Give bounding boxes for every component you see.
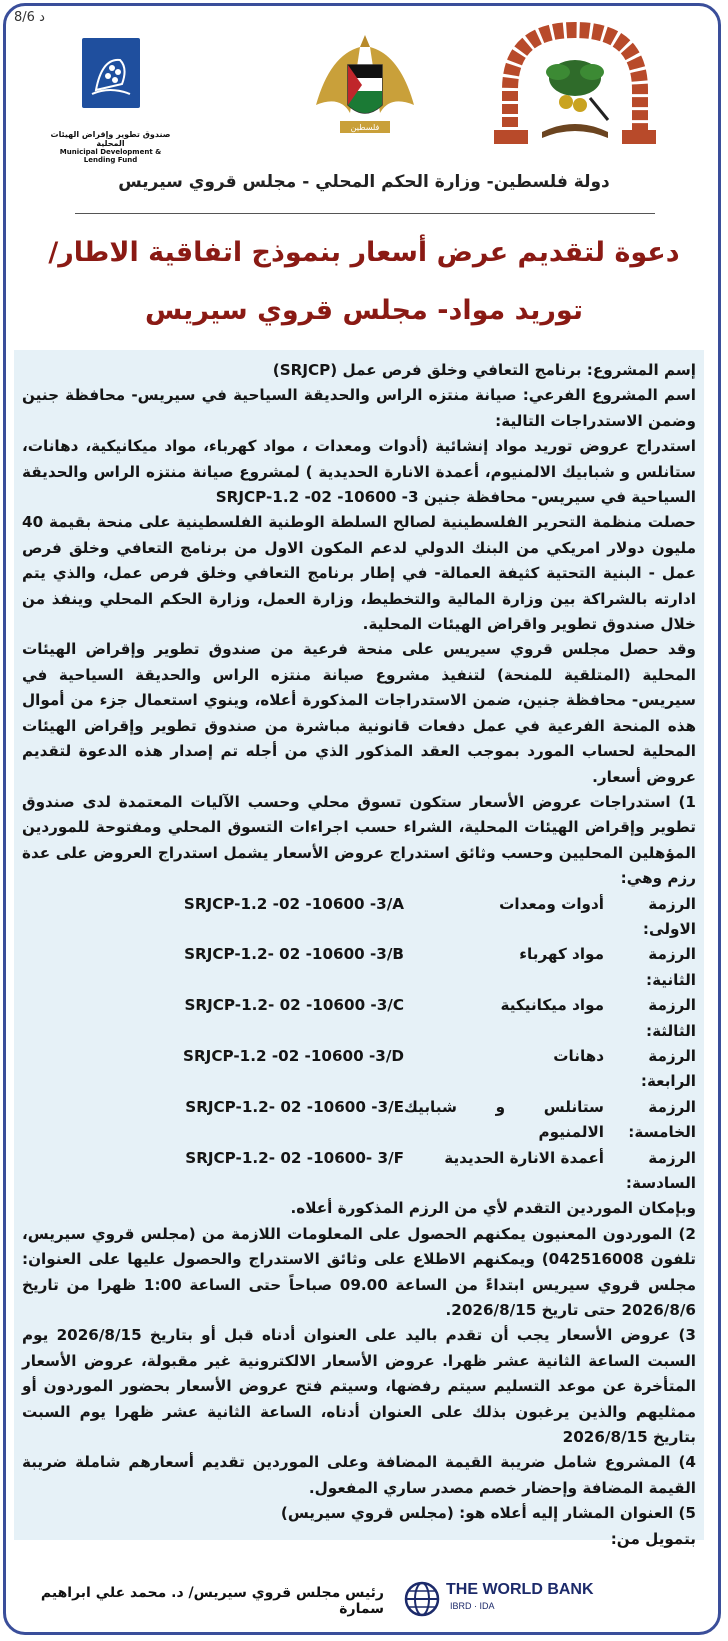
package-label: الرزمة السادسة: [625,1148,696,1192]
footer [0,1575,728,1625]
package-row [22,1146,696,1197]
world-bank-logo [404,1579,594,1623]
package-name: ستانلس و شبابيك الالمنيوم [404,1097,604,1142]
package-code: SRJCP-1.2- 02 -10600 -3/C [184,996,404,1015]
package-code: SRJCP-1.2- 02 -10600 -3/E [185,1097,404,1116]
procurement-scope: استدراج عروض توريد مواد إنشائية (أدوات ومعدات ، مواد كهرباء، مواد ميكانيكية، دهانات، ستانلس و شبابيك الالمنيوم، أعمدة الانارة الحديدية ) لمشروع صيانة منتزه الراس والحديقة السياحية في سيريس- محافظة جنين 3- 10600- 02- SRJCP-1.2 [22,437,696,507]
package-code: SRJCP-1.2- 02 -10600- 3/F [185,1148,404,1167]
package-label: الرزمة الاولى: [642,894,696,938]
package-label: الرزمة الثالثة: [646,996,696,1040]
package-label: الرزمة الثانية: [646,945,696,989]
world-bank-name: THE WORLD BANK [446,1581,594,1598]
package-label: الرزمة الخامسة: [628,1097,696,1142]
clause-3: 3) عروض الأسعار يجب أن تقدم باليد على العنوان أدناه قبل أو بتاريخ 2026/8/15 يوم السبت الساعة الثانية عشر ظهرا. عروض الأسعار الالكترونية غير مقبولة، عروض الأسعار المتأخرة عن موعد التسليم سيتم رفضها، وسيتم فتح عروض الأسعار بحضور الموردون أو ممثليهم والذين يرغبون بذلك على العنوان أدناه، الساعة الثانية عشر ظهرا يوم السبت بتاريخ 2026/8/15 [22,1326,696,1447]
palestine-eagle-emblem-icon [310,25,420,145]
any-package-note: وبإمكان الموردين التقدم لأي من الرزم المذكورة أعلاه. [290,1199,696,1218]
package-code: SRJCP-1.2 -02 -10600 -3/A [183,894,404,913]
clause-5: 5) العنوان المشار إليه أعلاه هو: (مجلس قروي سيريس) [280,1504,696,1523]
issuer-line: دولة فلسطين- وزارة الحكم المحلي - مجلس قروي سيريس [118,172,610,192]
clause-4: 4) المشروع شامل ضريبة القيمة المضافة وعلى الموردين تقديم أسعارهم شاملة ضريبة القيمة المضافة وإحضار خصم مصدر ساري المفعول. [22,1453,696,1497]
clause-1: 1) استدراجات عروض الأسعار ستكون تسوق محلي وحسب الآليات المعتمدة لدى صندوق تطوير وإقراض الهيئات المحلية، الشراء حسب اجراءات التسوق المحلي ومفتوحة للموردين المؤهلين المحليين وحسب وثائق استدراج عروض الأسعار يشمل استدراج العروض على عدة رزم وهي: [22,792,696,888]
package-name: أعمدة الانارة الحديدية [444,1148,604,1167]
grant-background: حصلت منظمة التحرير الفلسطينية لصالح السلطة الوطنية الفلسطينية على منحة بقيمة 40 مليون دولار امريكي من البنك الدولي لدعم المكون الاول من برنامج التعافي وخلق فرص عمل - البنية التحتية كثيفة العمالة- في إطار برنامج التعافي وخلق فرص عمل، والذي يتم ادارته بالشراكة بين وزارة المالية والتخطيط، وزارة العمل، وزارة الحكم المحلي وينفذ من خلال صندوق تطوير واقراض الهيئات المحلية. [22,513,696,634]
subproject-name: اسم المشروع الفرعي: صيانة منتزه الراس والحديقة السياحية في سيريس- محافظة جنين وضمن الاستدراجات التالية: [22,386,696,430]
world-bank-sub: IBRD · IDA [450,1601,495,1611]
package-row [22,993,696,1044]
mdlf-emblem-icon [82,38,140,108]
project-name: إسم المشروع: برنامج التعافي وخلق فرص عمل (SRJCP) [272,361,696,379]
council-grant: وقد حصل مجلس قروي سيريس على منحة فرعية من صندوق تطوير وإقراض الهيئات المحلية (المتلقية للمنحة) لتنفيذ مشروع صيانة منتزه الراس والحديقة السياحية في سيريس- محافظة جنين، ضمن الاستدراجات المذكورة أعلاه، وينوي استعمال جزء من أموال هذه المنحة الفرعية في عمل دفعات قانونية مباشرة من صندوق تطوير وإقراض الهيئات المحلية لحساب المورد بموجب العقد المذكور الذي من أجله تم إصدار هذه الدعوة لتقديم عروض أسعار. [22,640,696,786]
ad-title-line1: دعوة لتقديم عرض أسعار بنموذج اتفاقية الاطار/ [48,237,680,268]
package-name: دهانات [553,1046,604,1065]
globe-icon [404,1581,440,1617]
ad-title-line2: توريد مواد- مجلس قروي سيريس [145,295,583,326]
mdlf-logo [48,38,173,164]
package-name: أدوات ومعدات [499,894,604,913]
page-number: 8/6 د [14,10,45,25]
council-arch-logo-icon [480,20,670,150]
package-row [22,892,696,943]
funded-by-label: بتمويل من: [610,1529,696,1548]
ad-body [22,358,696,1552]
eagle-label: فلسطين [350,123,380,132]
mdlf-name-en: Municipal Development & Lending Fund [59,148,162,164]
divider [75,213,655,214]
package-name: مواد ميكانيكية [500,996,604,1015]
council-chair-signature: رئيس مجلس قروي سيريس/ د. محمد علي ابراهيم سمارة [40,1585,384,1617]
package-row [22,1044,696,1095]
package-name: مواد كهرباء [519,945,604,964]
package-label: الرزمة الرابعة: [640,1046,696,1091]
package-row [22,1095,696,1146]
package-code: SRJCP-1.2- 02 -10600 -3/B [184,945,404,964]
logos-row [0,20,728,170]
package-row [22,942,696,993]
package-code: SRJCP-1.2 -02 -10600 -3/D [183,1046,404,1065]
mdlf-name-ar: صندوق تطوير وإقراض الهيئات المحلية [50,130,171,148]
clause-2: 2) الموردون المعنيون يمكنهم الحصول على المعلومات اللازمة من (مجلس قروي سيريس، تلفون 042516008) ويمكنهم الاطلاع على وثائق الاستدراج والحصول عليها على العنوان: مجلس قروي سيريس ابتداءً من الساعة 09.00 صباحاً حتى الساعة 1:00 ظهرا من تاريخ 2026/8/6 حتى تاريخ 2026/8/15. [22,1224,696,1320]
